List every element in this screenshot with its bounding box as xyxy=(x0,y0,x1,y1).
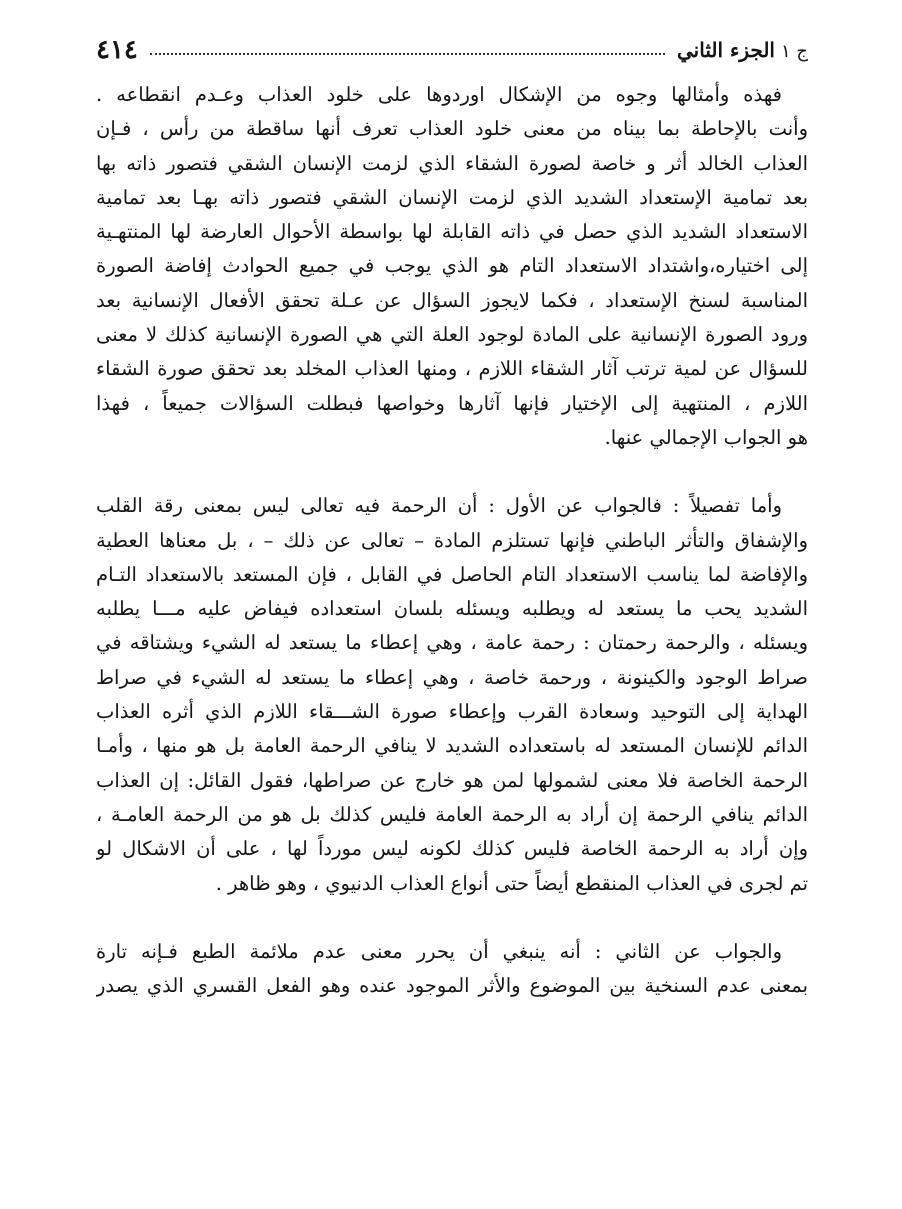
text-line: والجواب عن الثاني : أنه ينبغي أن يحرر معنى عدم ملائمة الطبع فـإنه تارة xyxy=(96,939,782,963)
volume-label: ج ١ xyxy=(780,41,808,62)
text-line: للسؤال عن لمية ترتب آثار الشقاء اللازم ، ومنها العذاب المخلد بعد تحقق صورة الشقاء xyxy=(96,357,808,381)
text-line: اللازم ، المنتهية إلى الإختيار فإنها آثارها وخواصها فبطلت السؤالات جميعاً ، فهذا xyxy=(96,391,808,415)
text-line: ويسئله ، والرحمة رحمتان : رحمة عامة ، وهي إعطاء ما يستعد له الشيء ويشتاقه في xyxy=(96,631,808,655)
text-line: بعد تمامية الإستعداد الشديد الذي لزمت الإنسان الشقي فتصور ذاته بهـا بعد تمامية xyxy=(96,185,808,209)
paragraph-2 xyxy=(96,489,808,901)
text-line: إلى اختياره،واشتداد الاستعداد التام هو الذي يوجب في جميع الحوادث إفاضة الصورة xyxy=(96,254,808,278)
text-line: والإشفاق والتأثر الباطني فإنها تستلزم المادة – تعالى عن ذلك – ، بل معناها العطية xyxy=(96,528,808,552)
paragraph-1 xyxy=(96,78,808,455)
text-line: العذاب الخالد أثر و خاصة لصورة الشقاء الذي لزمت الإنسان الشقي فتصور ذاته بها xyxy=(96,151,808,175)
text-line: تم لجرى في العذاب المنقطع أيضاً حتى أنواع العذاب الدنيوي ، وهو ظاهر . xyxy=(215,871,808,895)
header-dotted-rule xyxy=(150,53,665,55)
text-line: ورود الصورة الإنسانية على المادة لوجود العلة التي هي الصورة الإنسانية كذلك لا معنى xyxy=(96,323,808,347)
text-line: الشديد يحب ما يستعد له ويطلبه ويسئله بلسان استعداده فيفاض عليه مـــا يطلبه xyxy=(96,597,808,621)
text-line: بمعنى عدم السنخية بين الموضوع والأثر الموجود عنده وهو الفعل القسري الذي يصدر xyxy=(96,974,808,998)
body-text xyxy=(96,78,808,1003)
running-head xyxy=(677,38,808,62)
text-line: المناسبة لسنخ الإستعداد ، فكما لايجوز السؤال عن عـلة تحقق الأفعال الإنسانية بعد xyxy=(96,288,808,312)
book-page xyxy=(96,30,808,1003)
text-line: الدائم ينافي الرحمة إن أراد به الرحمة العامة فليس كذلك بل هو من الرحمة العامـة ، xyxy=(96,802,808,826)
text-line: هو الجواب الإجمالي عنها. xyxy=(604,425,808,449)
page-header xyxy=(96,30,808,70)
text-line: صراط الوجود والكينونة ، ورحمة خاصة ، وهي إعطاء ما يستعد له الشيء في صراط xyxy=(96,665,808,689)
text-line: وإن أراد به الرحمة الخاصة فليس كذلك لكونه ليس مورداً لها ، على أن الاشكال لو xyxy=(96,837,808,861)
paragraph-3 xyxy=(96,935,808,1004)
text-line: الهداية إلى التوحيد وسعادة القرب وإعطاء صورة الشـــقاء اللازم الذي أثره العذاب xyxy=(96,700,808,724)
text-line: فهذه وأمثالها وجوه من الإشكال اوردوها على خلود العذاب وعـدم انقطاعه . xyxy=(96,83,782,106)
text-line: وأما تفصيلاً : فالجواب عن الأول : أن الرحمة فيه تعالى ليس بمعنى رقة القلب xyxy=(96,494,782,518)
paragraph-gap xyxy=(96,901,808,935)
text-line: الاستعداد الشديد الذي حصل في ذاته القابلة لها بواسطة الأحوال العارضة لها المنتهـية xyxy=(96,220,808,244)
text-line: الدائم للإنسان المستعد له باستعداده الشديد لا ينافي الرحمة العامة بل هو منها ، وأمـا xyxy=(96,734,808,758)
part-title: الجزء الثاني xyxy=(677,38,775,62)
text-line: الرحمة الخاصة فلا معنى لشمولها لمن هو خارج عن صراطها، فقول القائل: إن العذاب xyxy=(96,768,808,792)
text-line: وأنت بالإحاطة بما بيناه من معنى خلود العذاب تعرف أنها ساقطة من رأس ، فـإن xyxy=(96,117,808,141)
paragraph-gap xyxy=(96,455,808,489)
text-line: والإفاضة لما يناسب الاستعداد التام الحاصل في القابل ، فإن المستعد بالاستعداد التـام xyxy=(96,562,808,586)
page-number: ٤١٤ xyxy=(96,35,138,65)
